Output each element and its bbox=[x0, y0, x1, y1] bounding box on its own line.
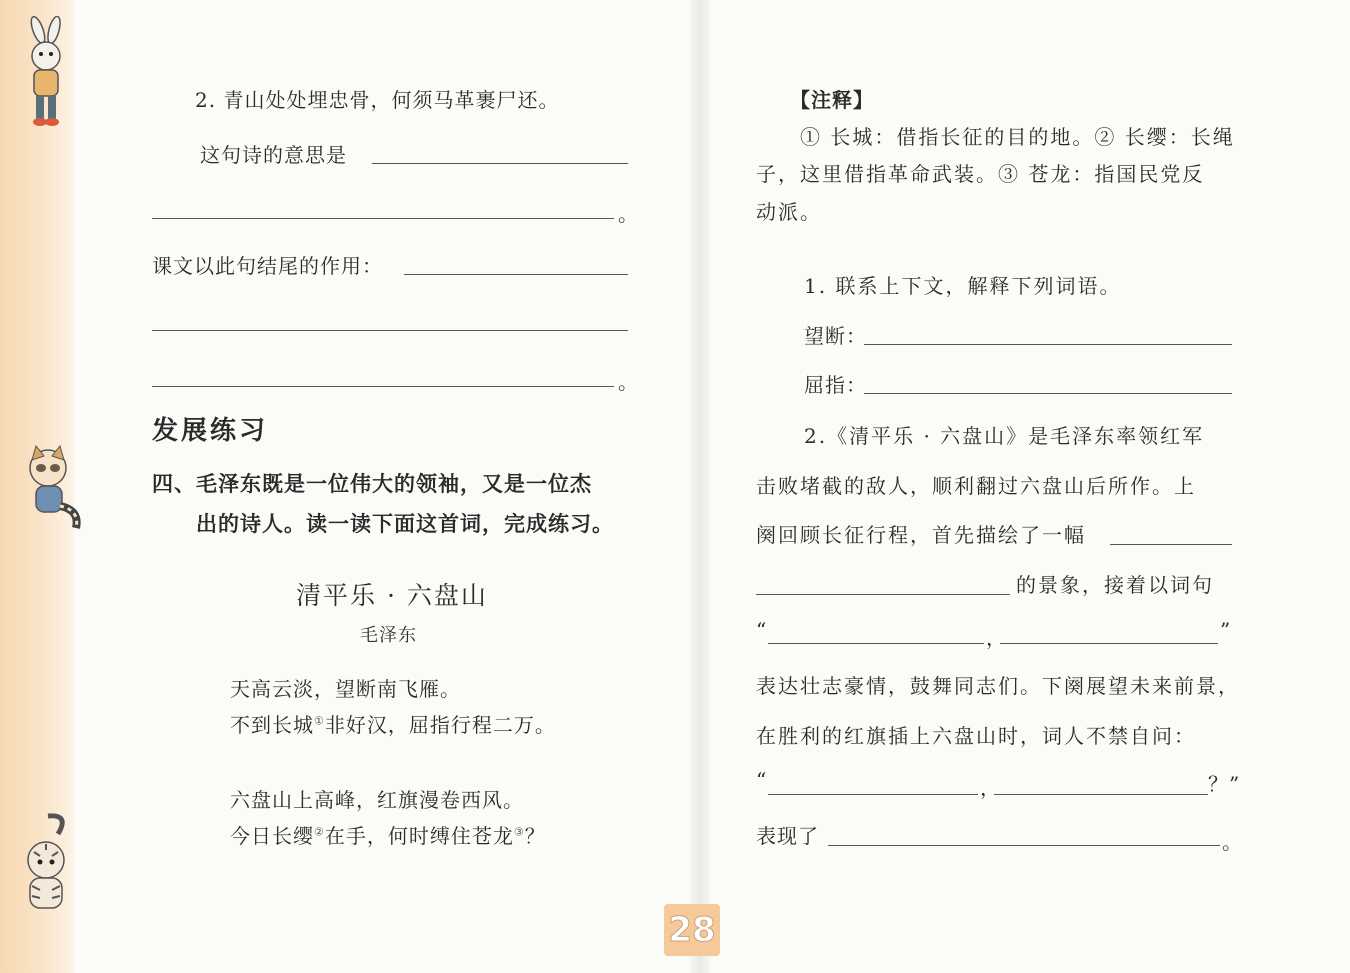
q4-line-1: 四、毛泽东既是一位伟大的领袖，又是一位杰 bbox=[152, 472, 592, 496]
poem-line-1: 天高云淡，望断南飞雁。 bbox=[230, 677, 461, 701]
quote-2-answer-line-b[interactable] bbox=[994, 794, 1208, 795]
poem-line-2-part-a: 不到长城 bbox=[230, 713, 314, 737]
ending-role-label: 课文以此句结尾的作用： bbox=[152, 254, 383, 278]
scene-answer-line-2[interactable] bbox=[756, 594, 1010, 595]
quote-1-answer-line-b[interactable] bbox=[1000, 643, 1218, 644]
raccoon-icon bbox=[14, 440, 84, 532]
open-quote-1: “ bbox=[756, 618, 768, 642]
close-quote-1: ” bbox=[1220, 618, 1232, 642]
right-q2-line-9: 表现了 bbox=[756, 824, 819, 848]
ending-role-answer-line-1[interactable] bbox=[404, 274, 628, 275]
right-q2-line-6: 表达壮志豪情，鼓舞同志们。下阕展望未来前景， bbox=[756, 674, 1240, 698]
close-quote-2: ？” bbox=[1208, 772, 1241, 796]
poem-line-4 bbox=[230, 820, 546, 849]
meaning-answer-line-1[interactable] bbox=[372, 163, 628, 164]
poem-line-3: 六盘山上高峰，红旗漫卷西风。 bbox=[230, 788, 524, 812]
ending-role-period: 。 bbox=[618, 370, 639, 394]
open-quote-2: “ bbox=[756, 768, 768, 792]
notes-line-2: 子，这里借指革命武装。③ 苍龙：指国民党反 bbox=[756, 162, 1205, 186]
quote-2-comma: ， bbox=[980, 776, 1001, 800]
poem-title: 清平乐 · 六盘山 bbox=[296, 581, 488, 610]
poem-line-4-part-c: ？ bbox=[524, 824, 546, 848]
right-q2-line-7: 在胜利的红旗插上六盘山时，词人不禁自问： bbox=[756, 724, 1196, 748]
quote-1-comma: ， bbox=[986, 626, 1007, 650]
meaning-answer-line-2[interactable] bbox=[152, 218, 614, 219]
notes-heading: 【注释】 bbox=[790, 88, 874, 112]
right-q2-line-4: 的景象，接着以词句 bbox=[1016, 573, 1214, 597]
footnote-2-marker: ② bbox=[314, 825, 325, 839]
q4-line-2: 出的诗人。读一读下面这首词，完成练习。 bbox=[196, 512, 614, 536]
term-wangduan-answer-line[interactable] bbox=[864, 344, 1232, 345]
right-q2-line-1: 2.《清平乐 · 六盘山》是毛泽东率领红军 bbox=[804, 424, 1205, 448]
quote-1-answer-line-a[interactable] bbox=[768, 643, 984, 644]
left-q2-text: 2. 青山处处埋忠骨，何须马革裹尸还。 bbox=[195, 88, 560, 112]
tiger-icon bbox=[18, 812, 74, 920]
term-quzhi-answer-line[interactable] bbox=[864, 393, 1232, 394]
poem-line-4-part-b: 在手，何时缚住苍龙 bbox=[324, 824, 514, 848]
page-number: 28 bbox=[664, 904, 720, 956]
notes-line-1: ① 长城：借指长征的目的地。② 长缨：长绳 bbox=[800, 125, 1235, 149]
section-heading: 发展练习 bbox=[152, 416, 269, 446]
term-quzhi-label: 屈指： bbox=[804, 373, 867, 397]
right-q1: 1. 联系上下文，解释下列词语。 bbox=[804, 274, 1122, 298]
footnote-3-marker: ③ bbox=[513, 825, 525, 839]
poem-line-2-part-b: 非好汉，屈指行程二万。 bbox=[324, 713, 556, 737]
meaning-label: 这句诗的意思是 bbox=[200, 143, 347, 167]
right-q2-line-2: 击败堵截的敌人，顺利翻过六盘山后所作。上 bbox=[756, 474, 1196, 498]
poem-line-4-part-a: 今日长缨 bbox=[230, 824, 314, 848]
quote-2-answer-line-a[interactable] bbox=[768, 794, 978, 795]
poem-author: 毛泽东 bbox=[360, 625, 417, 646]
expression-answer-line[interactable] bbox=[828, 845, 1220, 846]
right-q2-line-3: 阕回顾长征行程，首先描绘了一幅 bbox=[756, 523, 1086, 547]
rabbit-icon bbox=[14, 16, 74, 128]
ending-role-answer-line-2[interactable] bbox=[152, 330, 628, 331]
meaning-period: 。 bbox=[618, 202, 639, 226]
notes-line-3: 动派。 bbox=[756, 200, 822, 224]
term-wangduan-label: 望断： bbox=[804, 324, 867, 348]
expression-period: 。 bbox=[1222, 830, 1243, 854]
ending-role-answer-line-3[interactable] bbox=[152, 386, 614, 387]
poem-line-2 bbox=[230, 709, 556, 738]
scene-answer-line-1[interactable] bbox=[1110, 544, 1232, 545]
page-gutter bbox=[690, 0, 710, 973]
footnote-1-marker: ① bbox=[314, 714, 325, 728]
